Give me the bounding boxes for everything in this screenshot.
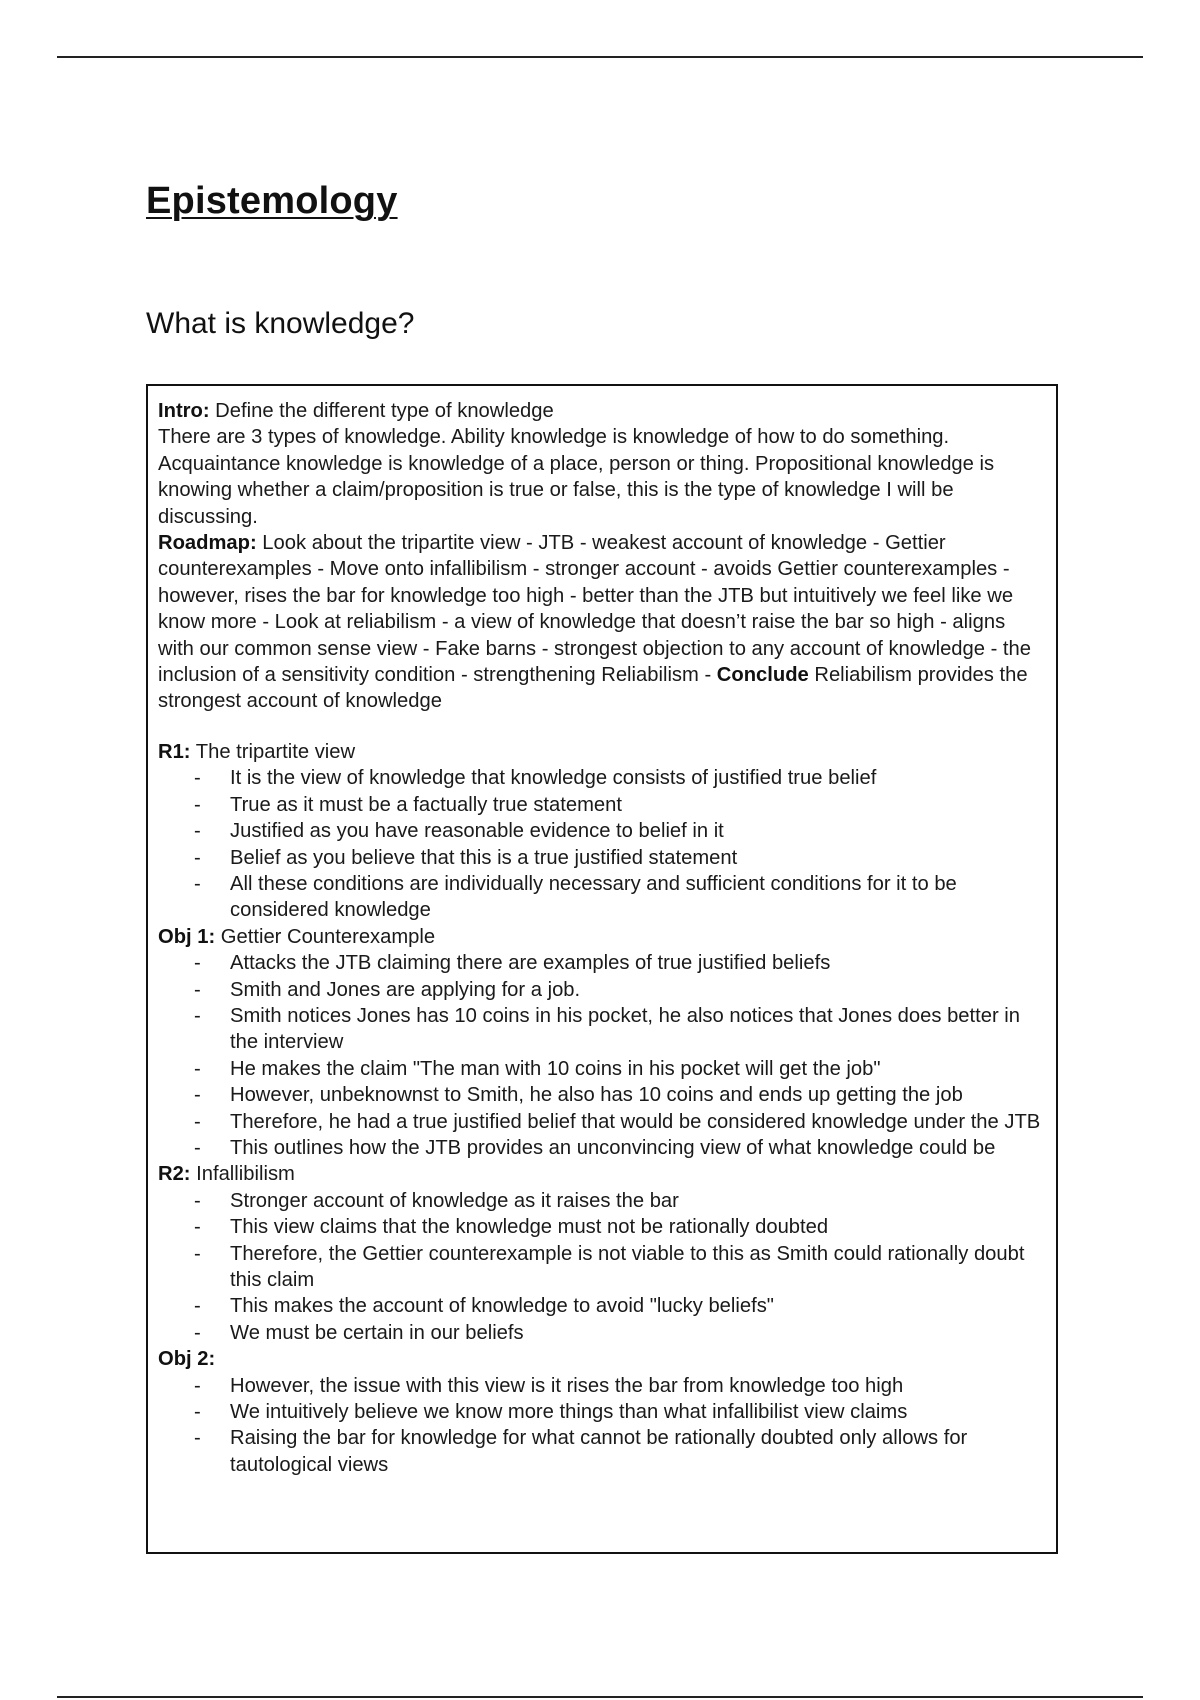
list-item xyxy=(158,1188,1044,1214)
obj1-heading xyxy=(158,924,1044,950)
bullet-dash: - xyxy=(194,1189,201,1212)
r1-heading-text: The tripartite view xyxy=(190,740,356,763)
essay-plan-box xyxy=(146,384,1058,1554)
list-item-text: Therefore, the Gettier counterexample is not viable to this as Smith could rationally doubt this claim xyxy=(230,1242,1025,1291)
list-item-text: However, unbeknownst to Smith, he also has 10 coins and ends up getting the job xyxy=(230,1084,963,1107)
conclude-label: Conclude xyxy=(716,664,809,687)
list-item-text: We must be certain in our beliefs xyxy=(230,1321,524,1344)
bullet-dash: - xyxy=(194,820,201,843)
bullet-dash: - xyxy=(194,1110,201,1133)
list-item xyxy=(158,1003,1044,1056)
list-item xyxy=(158,871,1044,924)
list-item xyxy=(158,1082,1044,1108)
bullet-dash: - xyxy=(194,1004,201,1027)
bullet-dash: - xyxy=(194,793,201,816)
list-item-text: Smith and Jones are applying for a job. xyxy=(230,978,581,1001)
bullet-dash: - xyxy=(194,1374,201,1397)
list-item xyxy=(158,792,1044,818)
bullet-dash: - xyxy=(194,1216,201,1239)
bullet-dash: - xyxy=(194,952,201,975)
list-item-text: However, the issue with this view is it rises the bar from knowledge too high xyxy=(230,1374,904,1397)
roadmap-text: Look about the tripartite view - JTB - weakest account of knowledge - Gettier counterexamples - Move onto infallibilism - stronger account - avoids Gettier counterexamples - however, rises the bar for knowledge too high - better than the JTB but intuitively we feel like we know more - Look at reliabilism - a view of knowledge that doesn’t raise the bar so high - aligns with our common sense view - Fake barns - strongest objection to any account of knowledge - the inclusion of a sensitivity condition - strengthening Reliabilism - xyxy=(158,532,1031,687)
obj1-bullet-list xyxy=(158,950,1044,1161)
intro-heading-text: Define the different type of knowledge xyxy=(209,400,554,422)
list-item-text: Attacks the JTB claiming there are examples of true justified beliefs xyxy=(230,952,831,975)
intro-heading xyxy=(158,398,1044,424)
conclude-text: Reliabilism provides the strongest account of knowledge xyxy=(158,664,1028,713)
list-item xyxy=(158,765,1044,791)
list-item xyxy=(158,1373,1044,1399)
list-item-text: Stronger account of knowledge as it raises the bar xyxy=(230,1189,679,1212)
list-item-text: Raising the bar for knowledge for what cannot be rationally doubted only allows for tautological views xyxy=(230,1427,968,1476)
list-item xyxy=(158,1214,1044,1240)
paragraph-gap xyxy=(158,715,1044,739)
r1-bullet-list xyxy=(158,765,1044,923)
list-item-text: This outlines how the JTB provides an unconvincing view of what knowledge could be xyxy=(230,1136,996,1159)
r2-label: R2: xyxy=(158,1163,191,1186)
list-item-text: Therefore, he had a true justified belief that would be considered knowledge under the JTB xyxy=(230,1110,1041,1133)
list-item-text: True as it must be a factually true statement xyxy=(230,793,622,816)
bullet-dash: - xyxy=(194,846,201,869)
bottom-divider xyxy=(57,1696,1143,1698)
obj2-bullet-list xyxy=(158,1373,1044,1479)
list-item xyxy=(158,845,1044,871)
bullet-dash: - xyxy=(194,1401,201,1424)
list-item xyxy=(158,1425,1044,1478)
list-item-text: This view claims that the knowledge must not be rationally doubted xyxy=(230,1216,829,1239)
list-item-text: Smith notices Jones has 10 coins in his pocket, he also notices that Jones does better in the interview xyxy=(230,1004,1021,1054)
r1-heading xyxy=(158,739,1044,765)
r1-label: R1: xyxy=(158,740,191,763)
list-item xyxy=(158,977,1044,1003)
bullet-dash: - xyxy=(194,1321,201,1344)
page-title: Epistemology xyxy=(146,180,398,222)
bullet-dash: - xyxy=(194,1084,201,1107)
list-item-text: Belief as you believe that this is a true justified statement xyxy=(230,846,738,869)
list-item xyxy=(158,1320,1044,1346)
list-item-text: This makes the account of knowledge to avoid "lucky beliefs" xyxy=(230,1295,774,1318)
bullet-dash: - xyxy=(194,872,201,895)
obj1-heading-text: Gettier Counterexample xyxy=(215,925,436,948)
obj2-label: Obj 2: xyxy=(158,1348,216,1371)
bullet-dash: - xyxy=(194,978,201,1001)
r2-heading xyxy=(158,1161,1044,1187)
list-item xyxy=(158,818,1044,844)
bullet-dash: - xyxy=(194,1057,201,1080)
roadmap-label: Roadmap: xyxy=(158,532,257,555)
section-heading: What is knowledge? xyxy=(146,307,415,340)
list-item xyxy=(158,1399,1044,1425)
list-item-text: Justified as you have reasonable evidence to belief in it xyxy=(230,820,724,843)
bullet-dash: - xyxy=(194,1242,201,1265)
list-item-text: It is the view of knowledge that knowledge consists of justified true belief xyxy=(230,767,877,790)
top-divider xyxy=(57,56,1143,58)
list-item xyxy=(158,1293,1044,1319)
r2-heading-text: Infallibilism xyxy=(190,1163,295,1186)
list-item xyxy=(158,1056,1044,1082)
list-item-text: All these conditions are individually necessary and sufficient conditions for it to be considered knowledge xyxy=(230,872,957,922)
list-item xyxy=(158,950,1044,976)
roadmap-paragraph xyxy=(158,530,1044,715)
bullet-dash: - xyxy=(194,1295,201,1318)
list-item-text: He makes the claim "The man with 10 coins in his pocket will get the job" xyxy=(230,1057,881,1080)
r2-bullet-list xyxy=(158,1188,1044,1346)
bullet-dash: - xyxy=(194,767,201,790)
intro-body: There are 3 types of knowledge. Ability knowledge is knowledge of how to do something. Acquaintance knowledge is knowledge of a place, person or thing. Propositional knowledge is knowing whether a claim/proposition is true or false, this is the type of knowledge I will be discussing. xyxy=(158,426,995,528)
obj1-label: Obj 1: xyxy=(158,925,216,948)
list-item xyxy=(158,1109,1044,1135)
list-item xyxy=(158,1135,1044,1161)
obj2-heading xyxy=(158,1346,1044,1372)
list-item xyxy=(158,1241,1044,1294)
bullet-dash: - xyxy=(194,1427,201,1450)
intro-label: Intro: xyxy=(158,400,210,422)
bullet-dash: - xyxy=(194,1136,201,1159)
list-item-text: We intuitively believe we know more things than what infallibilist view claims xyxy=(230,1401,908,1424)
